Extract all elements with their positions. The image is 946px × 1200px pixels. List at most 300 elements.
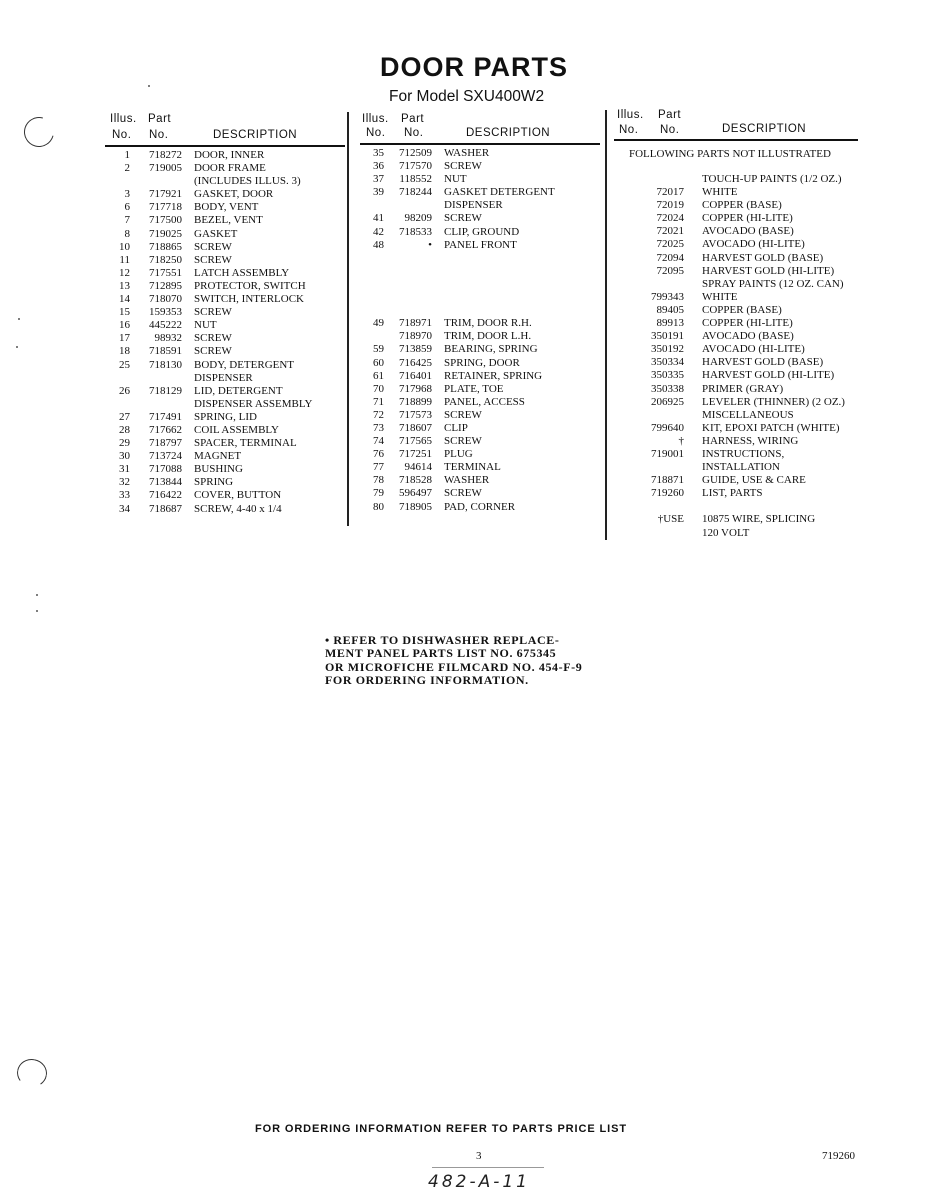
part-number: 718797 [149, 437, 182, 450]
parts-row [108, 267, 348, 280]
parts-row [616, 291, 861, 304]
parts-row [108, 398, 348, 411]
parts-row [108, 332, 348, 345]
part-number: 350334 [651, 356, 684, 369]
parts-list-2 [362, 147, 602, 514]
page-number: 3 [476, 1150, 482, 1162]
illus-number: 10 [119, 240, 130, 253]
illus-number: 37 [373, 173, 384, 186]
parts-row [362, 160, 602, 173]
part-description: DOOR FRAME [194, 162, 266, 175]
part-number: 718607 [399, 421, 432, 434]
part-description: SCREW [444, 160, 482, 173]
part-number: 72025 [656, 238, 684, 251]
parts-row [362, 226, 602, 239]
part-description: 10875 WIRE, SPLICING [702, 513, 816, 526]
part-number: 717565 [399, 435, 432, 448]
part-number: † [678, 434, 684, 447]
part-description: SCREW, 4-40 x 1/4 [194, 502, 282, 515]
column-divider [605, 110, 607, 540]
part-description: COVER, BUTTON [194, 489, 282, 502]
part-description: RETAINER, SPRING [444, 369, 543, 382]
column-header [108, 112, 348, 146]
part-number: 350335 [651, 369, 684, 382]
part-number: 717718 [149, 201, 182, 214]
parts-row [108, 463, 348, 476]
parts-row [108, 450, 348, 463]
part-number: 718528 [399, 474, 432, 487]
part-description: WHITE [702, 186, 738, 199]
parts-row [108, 476, 348, 489]
part-description: AVOCADO (BASE) [702, 225, 794, 238]
part-number: 718687 [149, 502, 182, 515]
part-description: PANEL, ACCESS [444, 395, 525, 408]
parts-row [616, 474, 861, 487]
illus-number: 60 [373, 356, 384, 369]
part-no-label: No. [660, 124, 680, 136]
parts-row [616, 527, 861, 540]
speck [36, 610, 38, 612]
parts-row [108, 149, 348, 162]
illus-number: 1 [124, 149, 130, 161]
header-rule [360, 143, 600, 145]
part-description: WHITE [702, 290, 738, 303]
illus-number: 7 [124, 214, 130, 227]
part-number: 718899 [399, 395, 432, 408]
part-description: DISPENSER ASSEMBLY [194, 397, 313, 410]
part-description: PLATE, TOE [444, 382, 504, 395]
part-description: TOUCH-UP PAINTS (1/2 OZ.) [702, 173, 842, 185]
speck [18, 318, 20, 320]
parts-row [616, 383, 861, 396]
part-description: SCREW [444, 212, 482, 225]
column-divider [347, 112, 349, 526]
illus-number: 74 [373, 435, 384, 448]
illus-number: 6 [124, 201, 130, 214]
part-description: WASHER [444, 147, 490, 159]
parts-row [362, 448, 602, 461]
part-number: 717573 [399, 408, 432, 421]
parts-row [108, 489, 348, 502]
part-description: BEARING, SPRING [444, 343, 538, 356]
note-line: • REFER TO DISHWASHER REPLACE- [325, 633, 560, 647]
footer-rule [432, 1167, 544, 1168]
parts-row [616, 409, 861, 422]
parts-column-2 [362, 112, 602, 514]
part-number: 717968 [399, 382, 432, 395]
part-description: SCREW [194, 306, 232, 319]
part-description: SCREW [194, 253, 232, 266]
part-description: COPPER (BASE) [702, 303, 782, 316]
illus-number: 36 [373, 160, 384, 173]
part-description: TRIM, DOOR L.H. [444, 330, 532, 343]
parts-row [616, 343, 861, 356]
part-number: 350191 [651, 330, 684, 343]
parts-row [108, 188, 348, 201]
illus-number: 14 [119, 293, 130, 306]
parts-row [108, 241, 348, 254]
part-description: SCREW [444, 435, 482, 448]
parts-row [616, 448, 861, 461]
parts-row [108, 228, 348, 241]
parts-row [108, 175, 348, 188]
parts-row [362, 501, 602, 514]
column-header [616, 108, 861, 142]
parts-row [362, 343, 602, 356]
illus-number: 8 [124, 227, 130, 240]
part-number: 717500 [149, 214, 182, 227]
parts-row [362, 330, 602, 343]
part-description: NUT [444, 173, 467, 186]
part-description: DISPENSER [194, 371, 253, 384]
parts-row [362, 265, 602, 278]
part-number: 89913 [656, 317, 684, 330]
illus-number: 32 [119, 476, 130, 489]
illus-number: 16 [119, 319, 130, 332]
illus-number: 78 [373, 474, 384, 487]
parts-row [108, 359, 348, 372]
part-description: SCREW [194, 345, 232, 358]
illus-number: 71 [373, 395, 384, 408]
parts-row [616, 173, 861, 186]
part-number: 718871 [651, 474, 684, 487]
parts-row [108, 280, 348, 293]
description-label: DESCRIPTION [466, 127, 551, 139]
part-number: 719001 [651, 447, 684, 460]
part-number: 718971 [399, 317, 432, 330]
part-number: 718272 [149, 149, 182, 161]
part-number: 72021 [656, 225, 684, 238]
part-description: MAGNET [194, 450, 242, 463]
part-number: 716401 [399, 369, 432, 382]
illus-number: 3 [124, 188, 130, 201]
part-number: 718865 [149, 240, 182, 253]
parts-row [616, 330, 861, 343]
part-number: 799343 [651, 290, 684, 303]
illus-number: 33 [119, 489, 130, 502]
illus-number: 59 [373, 343, 384, 356]
part-number: 717088 [149, 463, 182, 476]
parts-row [108, 214, 348, 227]
part-number: 94614 [404, 461, 432, 474]
part-description: CLIP, GROUND [444, 225, 520, 238]
parts-list-3 [616, 173, 861, 540]
part-description: WASHER [444, 474, 490, 487]
parts-row [362, 435, 602, 448]
parts-row [616, 304, 861, 317]
illus-number: 41 [373, 212, 384, 225]
header-rule [105, 145, 345, 147]
part-description: INSTRUCTIONS, [702, 447, 785, 460]
part-description: PLUG [444, 448, 473, 461]
part-number: 712895 [149, 279, 182, 292]
part-description: DISPENSER [444, 199, 503, 212]
illus-number: 15 [119, 306, 130, 319]
part-description: HARVEST GOLD (BASE) [702, 356, 824, 369]
parts-list-1 [108, 149, 348, 516]
part-number: 716422 [149, 489, 182, 502]
no-label: No. [366, 127, 386, 139]
parts-row [616, 186, 861, 199]
illus-number: 34 [119, 502, 130, 515]
part-number: 718244 [399, 186, 432, 199]
parts-column-3 [616, 108, 861, 539]
parts-row [616, 513, 861, 526]
part-label: Part [658, 109, 682, 121]
part-number: 719260 [651, 487, 684, 500]
parts-row [108, 372, 348, 385]
part-description: MISCELLANEOUS [702, 408, 794, 421]
part-description: GASKET [194, 227, 238, 240]
illus-number: 42 [373, 225, 384, 238]
illus-number: 2 [124, 162, 130, 175]
part-description: CLIP [444, 421, 468, 434]
part-description: COPPER (BASE) [702, 199, 782, 212]
part-description: LATCH ASSEMBLY [194, 266, 290, 279]
part-description: GASKET DETERGENT [444, 186, 555, 199]
part-description: KIT, EPOXI PATCH (WHITE) [702, 421, 840, 434]
part-description: LEVELER (THINNER) (2 OZ.) [702, 395, 845, 408]
parts-row [616, 369, 861, 382]
part-label: Part [401, 113, 425, 125]
parts-row [108, 162, 348, 175]
part-number: †USE [657, 513, 684, 526]
parts-row [362, 422, 602, 435]
parts-row [108, 201, 348, 214]
parts-row [108, 345, 348, 358]
speck [148, 85, 150, 87]
parts-row [616, 199, 861, 212]
part-description: TRIM, DOOR R.H. [444, 317, 532, 330]
note-line: MENT PANEL PARTS LIST NO. 675345 [325, 646, 557, 661]
part-number: 206925 [651, 395, 684, 408]
part-number: 713844 [149, 476, 182, 489]
part-description: BUSHING [194, 463, 243, 476]
not-illustrated-heading: FOLLOWING PARTS NOT ILLUSTRATED [629, 148, 831, 160]
part-number: 713724 [149, 450, 182, 463]
parts-row [108, 385, 348, 398]
illus-number: 70 [373, 382, 384, 395]
part-description: COPPER (HI-LITE) [702, 212, 793, 225]
parts-row [362, 357, 602, 370]
illus-number: 26 [119, 384, 130, 397]
parts-row [616, 238, 861, 251]
parts-row [616, 356, 861, 369]
part-number: 717251 [399, 448, 432, 461]
illus-number: 13 [119, 279, 130, 292]
parts-row [362, 409, 602, 422]
part-number: 98932 [154, 332, 182, 345]
parts-row [108, 424, 348, 437]
part-description: HARVEST GOLD (HI-LITE) [702, 369, 835, 382]
parts-row [362, 396, 602, 409]
parts-row [108, 293, 348, 306]
part-description: PRIMER (GRAY) [702, 382, 784, 395]
illus-number: 12 [119, 266, 130, 279]
part-number: 717921 [149, 188, 182, 201]
part-description: BODY, DETERGENT [194, 358, 295, 371]
description-label: DESCRIPTION [213, 129, 298, 141]
parts-row [108, 319, 348, 332]
part-number: 712509 [399, 147, 432, 159]
parts-row [108, 503, 348, 516]
note-line: OR MICROFICHE FILMCARD NO. 454-F-9 [325, 659, 583, 674]
part-description: SPRING, LID [194, 410, 257, 423]
part-description: HARVEST GOLD (HI-LITE) [702, 264, 835, 277]
part-description: BEZEL, VENT [194, 214, 263, 227]
illus-number: 39 [373, 186, 384, 199]
part-description: LIST, PARTS [702, 487, 763, 500]
part-description: COPPER (HI-LITE) [702, 317, 793, 330]
part-number: 350338 [651, 382, 684, 395]
parts-row [108, 306, 348, 319]
illus-number: 49 [373, 317, 384, 330]
illus-number: 61 [373, 369, 384, 382]
speck [16, 346, 18, 348]
header-rule [614, 139, 858, 141]
part-description: SCREW [194, 332, 232, 345]
part-number: 717662 [149, 423, 182, 436]
parts-row [616, 461, 861, 474]
part-number: 799640 [651, 421, 684, 434]
part-number: 717491 [149, 410, 182, 423]
parts-row [362, 474, 602, 487]
illus-label: Illus. [110, 113, 137, 125]
part-number: 718533 [399, 225, 432, 238]
note-line: FOR ORDERING INFORMATION. [325, 672, 529, 687]
parts-row [362, 173, 602, 186]
part-description: AVOCADO (HI-LITE) [702, 343, 805, 356]
part-number: 718250 [149, 253, 182, 266]
part-number: 717570 [399, 160, 432, 173]
part-number: 159353 [149, 306, 182, 319]
part-number: 72019 [656, 199, 684, 212]
part-number: 716425 [399, 356, 432, 369]
part-number: 350192 [651, 343, 684, 356]
part-description: SCREW [444, 408, 482, 421]
illus-number: 30 [119, 450, 130, 463]
part-description: AVOCADO (HI-LITE) [702, 238, 805, 251]
parts-row [362, 186, 602, 199]
parts-row [362, 370, 602, 383]
part-description: SPACER, TERMINAL [194, 437, 297, 450]
illus-label: Illus. [617, 109, 644, 121]
no-label: No. [112, 129, 132, 141]
parts-column-1 [108, 112, 348, 516]
parts-row [362, 199, 602, 212]
parts-row [616, 278, 861, 291]
illus-number: 28 [119, 423, 130, 436]
part-description: GUIDE, USE & CARE [702, 474, 806, 487]
parts-row [362, 383, 602, 396]
parts-row [616, 212, 861, 225]
part-number: 719025 [149, 227, 182, 240]
part-number: 718070 [149, 293, 182, 306]
parts-row [616, 487, 861, 500]
parts-row [616, 265, 861, 278]
punch-hole-bottom [15, 1057, 49, 1090]
illus-number: 35 [373, 147, 384, 159]
punch-hole-top [19, 112, 60, 153]
parts-row [108, 254, 348, 267]
parts-row [616, 317, 861, 330]
part-number: 72095 [656, 264, 684, 277]
part-number: 717551 [149, 266, 182, 279]
part-description: SPRING, DOOR [444, 356, 520, 369]
illus-number: 27 [119, 410, 130, 423]
illus-number: 17 [119, 332, 130, 345]
illus-number: 76 [373, 448, 384, 461]
part-number: 118552 [399, 173, 432, 186]
parts-row [362, 212, 602, 225]
part-number: 89405 [656, 303, 684, 316]
illus-number: 29 [119, 437, 130, 450]
illus-number: 18 [119, 345, 130, 358]
parts-row [362, 317, 602, 330]
part-number: 718970 [399, 330, 432, 343]
part-number: 72094 [656, 251, 684, 264]
ordering-note [325, 634, 582, 687]
part-description: NUT [194, 319, 217, 332]
part-description: HARVEST GOLD (BASE) [702, 251, 824, 264]
part-description: SPRING [194, 476, 234, 489]
illus-number: 79 [373, 487, 384, 500]
illus-number: 77 [373, 461, 384, 474]
part-description: COIL ASSEMBLY [194, 423, 279, 436]
parts-row [616, 396, 861, 409]
parts-row [616, 500, 861, 513]
part-description: SWITCH, INTERLOCK [194, 293, 304, 306]
part-number: 72024 [656, 212, 684, 225]
parts-row [362, 291, 602, 304]
part-number: 718591 [149, 345, 182, 358]
no-label: No. [619, 124, 639, 136]
page-title: DOOR PARTS [380, 52, 569, 82]
parts-row [616, 422, 861, 435]
parts-row [362, 239, 602, 252]
part-description: AVOCADO (BASE) [702, 330, 794, 343]
parts-row [362, 147, 602, 160]
part-description: (INCLUDES ILLUS. 3) [194, 175, 301, 188]
part-number: 713859 [399, 343, 432, 356]
part-description: PROTECTOR, SWITCH [194, 279, 306, 292]
part-number: • [428, 238, 432, 251]
parts-row [362, 278, 602, 291]
part-description: SPRAY PAINTS (12 OZ. CAN) [702, 277, 844, 290]
part-description: INSTALLATION [702, 461, 780, 474]
illus-number: 48 [373, 238, 384, 251]
parts-row [616, 435, 861, 448]
part-description: DOOR, INNER [194, 149, 265, 161]
parts-row [616, 252, 861, 265]
part-number: 718129 [149, 384, 182, 397]
part-number: 72017 [656, 186, 684, 199]
part-description: PANEL FRONT [444, 238, 517, 251]
model-subtitle: For Model SXU400W2 [389, 88, 545, 105]
part-number: 718905 [399, 500, 432, 513]
parts-row [362, 304, 602, 317]
illus-number: 73 [373, 421, 384, 434]
illus-number: 31 [119, 463, 130, 476]
handwritten-code: 482-A-11 [428, 1172, 530, 1192]
illus-number: 80 [373, 500, 384, 513]
part-description: SCREW [194, 240, 232, 253]
ordering-footer: FOR ORDERING INFORMATION REFER TO PARTS PRICE LIST [255, 1123, 627, 1135]
illus-number: 11 [119, 253, 130, 266]
part-number: 719005 [149, 162, 182, 175]
part-description: TERMINAL [444, 461, 501, 474]
part-number: 445222 [149, 319, 182, 332]
